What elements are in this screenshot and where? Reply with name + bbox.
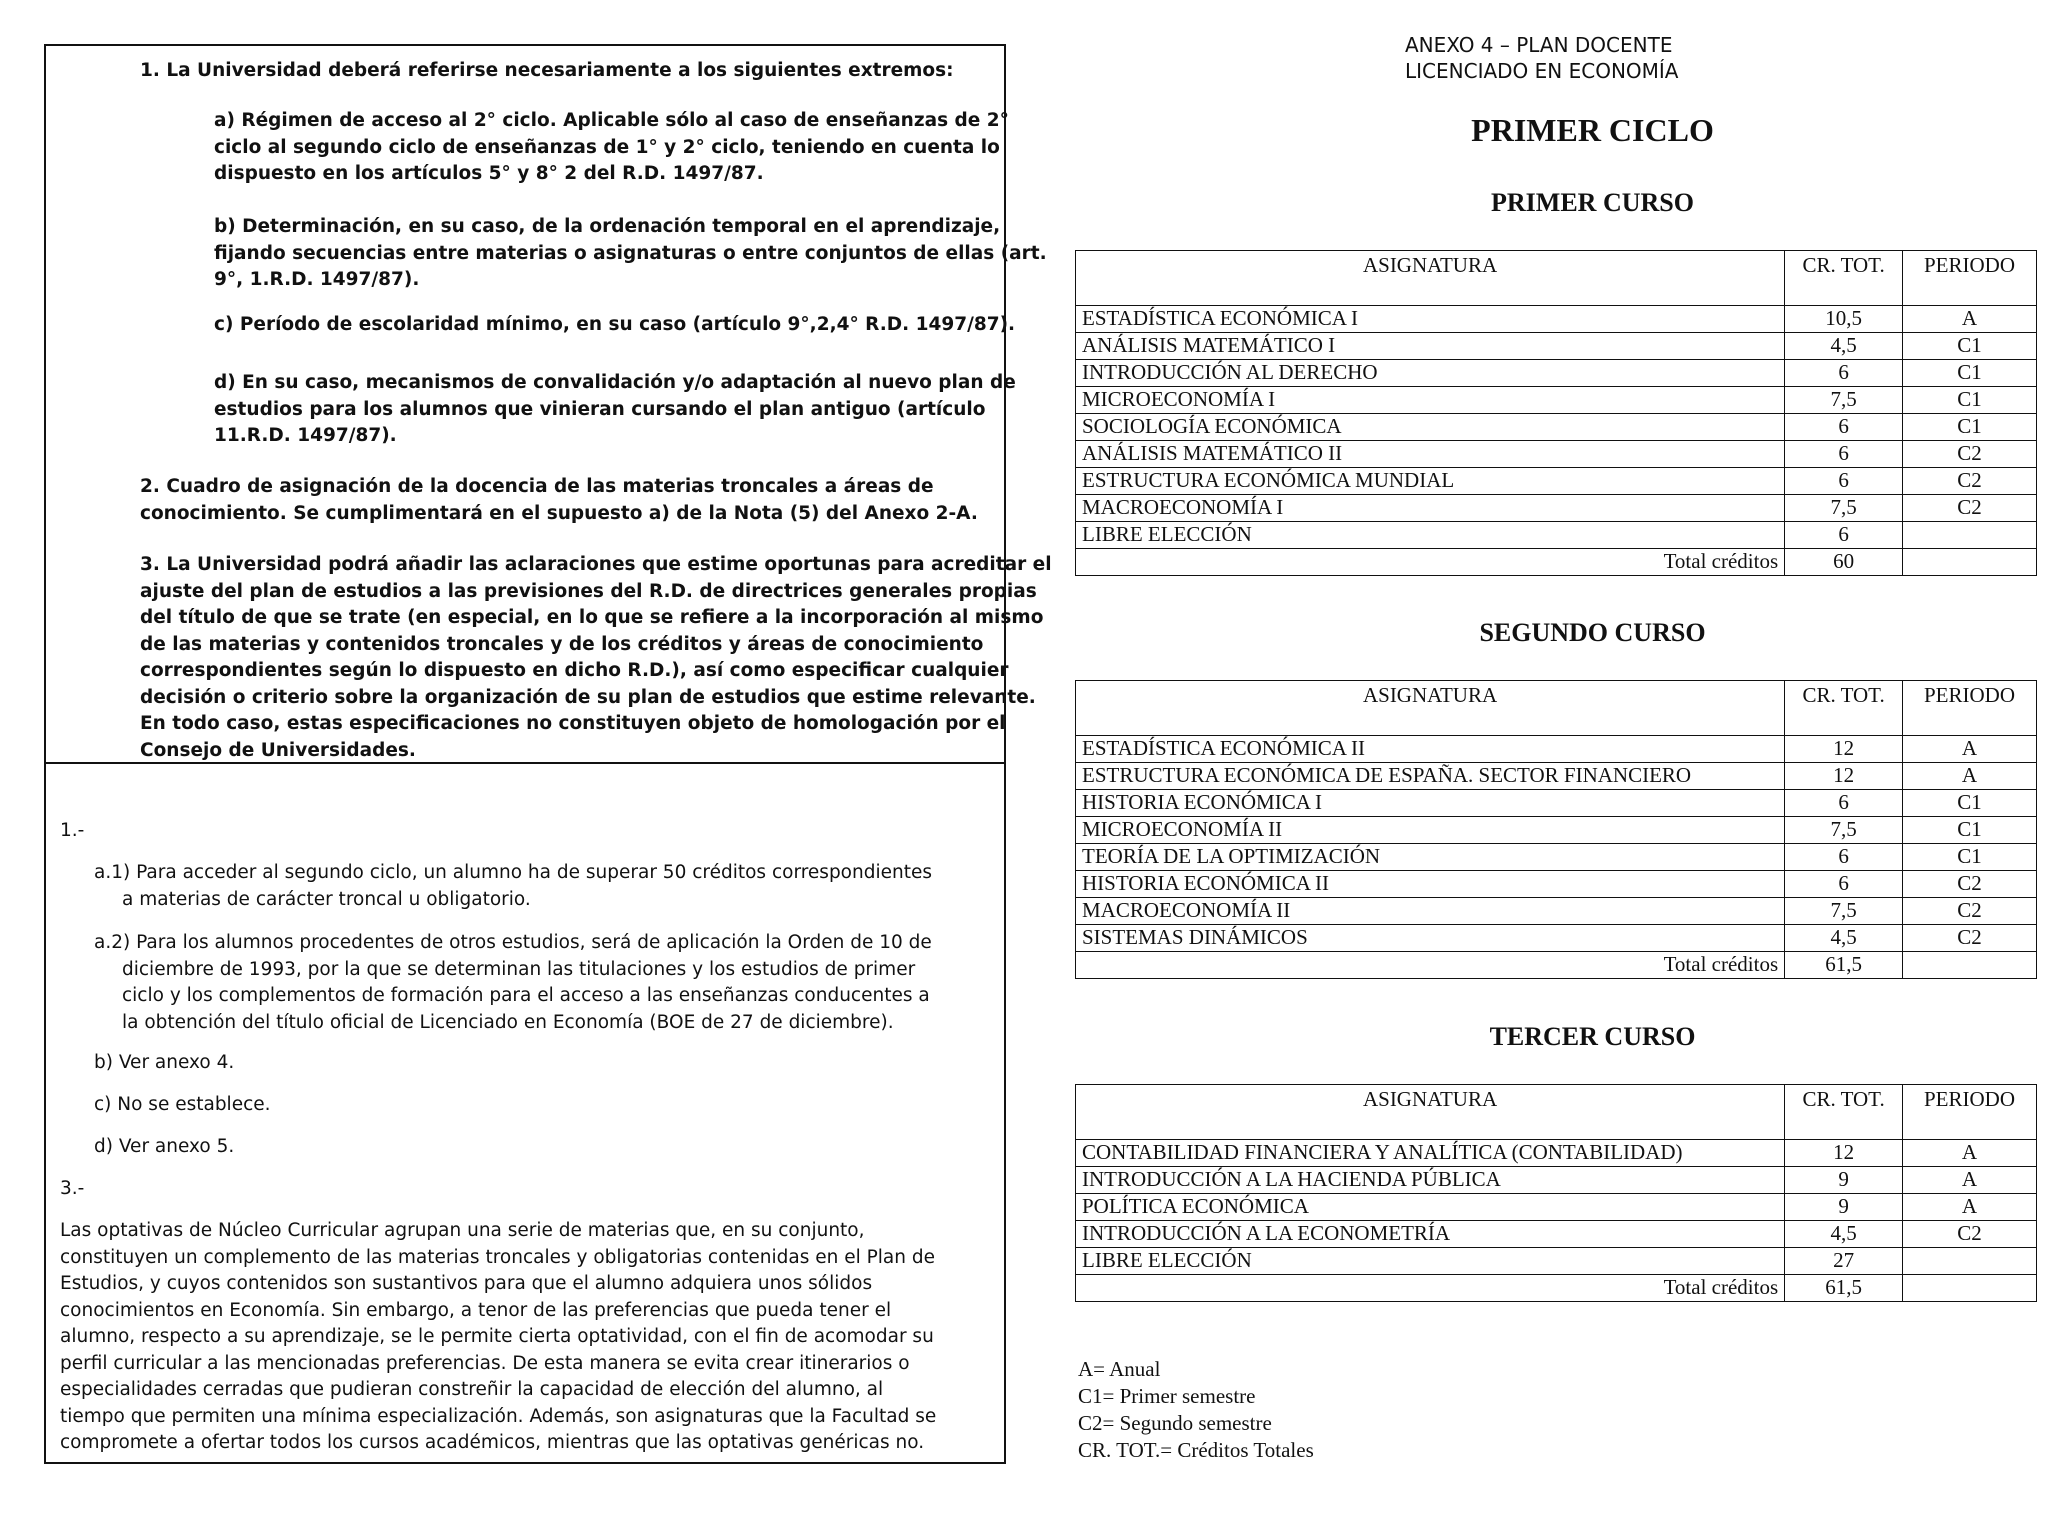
cell-subject: SOCIOLOGÍA ECONÓMICA: [1076, 414, 1785, 441]
cell-credits: 27: [1785, 1248, 1903, 1275]
table-row: [1076, 387, 2037, 414]
header-periodo: PERIODO: [1903, 681, 2037, 736]
cell-credits: 4,5: [1785, 333, 1903, 360]
cell-subject: MICROECONOMÍA II: [1076, 817, 1785, 844]
cell-subject: HISTORIA ECONÓMICA I: [1076, 790, 1785, 817]
total-empty: [1903, 952, 2037, 979]
cell-period: C1: [1903, 817, 2037, 844]
table-row: [1076, 1248, 2037, 1275]
cell-credits: 6: [1785, 360, 1903, 387]
text-line: 11.R.D. 1497/87).: [214, 425, 397, 446]
table-row: [1076, 763, 2037, 790]
table-row: [1076, 817, 2037, 844]
header-periodo: PERIODO: [1903, 1085, 2037, 1140]
text-line: constituyen un complemento de las materias troncales y obligatorias contenidas en el Plan de: [60, 1246, 935, 1268]
total-label: Total créditos: [1076, 549, 1785, 576]
cell-subject: ESTRUCTURA ECONÓMICA DE ESPAÑA. SECTOR FINANCIERO: [1076, 763, 1785, 790]
cell-period: C1: [1903, 790, 2037, 817]
header-cr: CR. TOT.: [1785, 1085, 1903, 1140]
cell-period: C2: [1903, 441, 2037, 468]
text-line: del título de que se trate (en especial, en lo que se refiere a la incorporación al mismo: [140, 607, 1044, 628]
cell-period: C2: [1903, 495, 2037, 522]
cell-credits: 4,5: [1785, 1221, 1903, 1248]
total-label: Total créditos: [1076, 952, 1785, 979]
text-line: a materias de carácter troncal u obligatorio.: [122, 888, 531, 910]
cell-period: C1: [1903, 414, 2037, 441]
cell-subject: INTRODUCCIÓN AL DERECHO: [1076, 360, 1785, 387]
cell-subject: INTRODUCCIÓN A LA HACIENDA PÚBLICA: [1076, 1167, 1785, 1194]
total-row: [1076, 549, 2037, 576]
total-value: 61,5: [1785, 952, 1903, 979]
cell-period: C2: [1903, 468, 2037, 495]
cell-credits: 7,5: [1785, 817, 1903, 844]
legend-item: CR. TOT.= Créditos Totales: [1078, 1438, 1314, 1462]
cell-period: C2: [1903, 871, 2037, 898]
table-row: [1076, 790, 2037, 817]
cell-subject: ANÁLISIS MATEMÁTICO II: [1076, 441, 1785, 468]
table-row: [1076, 736, 2037, 763]
legend-item: A= Anual: [1078, 1357, 1161, 1381]
cell-period: A: [1903, 306, 2037, 333]
cell-credits: 6: [1785, 844, 1903, 871]
header-cr: CR. TOT.: [1785, 251, 1903, 306]
text-line: especialidades cerradas que pudieran constreñir la capacidad de elección del alumno, al: [60, 1379, 884, 1400]
table-row: [1076, 898, 2037, 925]
cell-subject: LIBRE ELECCIÓN: [1076, 522, 1785, 549]
text-line: ajuste del plan de estudios a las previsiones del R.D. de directrices generales propias: [140, 580, 1037, 602]
cell-period: C2: [1903, 925, 2037, 952]
cell-subject: ESTRUCTURA ECONÓMICA MUNDIAL: [1076, 468, 1785, 495]
answer-3-label: 3.-: [60, 1178, 85, 1199]
requirements-box: [44, 44, 1052, 762]
legend-item: C1= Primer semestre: [1078, 1384, 1256, 1408]
cell-subject: HISTORIA ECONÓMICA II: [1076, 871, 1785, 898]
answer-b: b) Ver anexo 4.: [94, 1052, 235, 1073]
cell-credits: 6: [1785, 441, 1903, 468]
course-title: PRIMER CURSO: [1491, 188, 1694, 217]
cell-period: A: [1903, 736, 2037, 763]
cell-period: [1903, 522, 2037, 549]
cell-subject: MACROECONOMÍA II: [1076, 898, 1785, 925]
text-line: compromete a ofertar todos los cursos académicos, mientras que las optativas genéricas no.: [60, 1432, 925, 1453]
cell-period: C2: [1903, 898, 2037, 925]
course-table: [1075, 250, 2037, 576]
cell-credits: 9: [1785, 1167, 1903, 1194]
header-asignatura: ASIGNATURA: [1076, 1085, 1785, 1140]
total-value: 61,5: [1785, 1275, 1903, 1302]
course-table: [1075, 1084, 2037, 1302]
table-row: [1076, 360, 2037, 387]
answer-d: d) Ver anexo 5.: [94, 1136, 235, 1157]
header-periodo: PERIODO: [1903, 251, 2037, 306]
cell-credits: 7,5: [1785, 495, 1903, 522]
course-title: TERCER CURSO: [1489, 1022, 1696, 1051]
answer-c: c) No se establece.: [94, 1094, 271, 1115]
answers-box: [44, 762, 1006, 1464]
text-line: conocimientos en Economía. Sin embargo, a tenor de las preferencias que pueda tener el: [60, 1299, 892, 1321]
cell-period: C1: [1903, 844, 2037, 871]
text-line: decisión o criterio sobre la organización de su plan de estudios que estime relevante.: [140, 686, 1036, 708]
total-empty: [1903, 1275, 2037, 1302]
total-row: [1076, 1275, 2037, 1302]
cell-period: A: [1903, 1167, 2037, 1194]
cell-credits: 12: [1785, 763, 1903, 790]
text-line: Estudios, y cuyos contenidos son sustantivos para que el alumno adquiera unos sólidos: [60, 1273, 873, 1294]
anexo-title-line1: ANEXO 4 – PLAN DOCENTE: [1405, 33, 1673, 57]
text-line: la obtención del título oficial de Licenciado en Economía (BOE de 27 de diciembre).: [122, 1011, 894, 1033]
cell-credits: 4,5: [1785, 925, 1903, 952]
cell-period: C1: [1903, 387, 2037, 414]
total-label: Total créditos: [1076, 1275, 1785, 1302]
cell-credits: 7,5: [1785, 898, 1903, 925]
cell-subject: INTRODUCCIÓN A LA ECONOMETRÍA: [1076, 1221, 1785, 1248]
text-line: ciclo y los complementos de formación para el acceso a las enseñanzas conducentes a: [122, 985, 930, 1006]
text-line: estudios para los alumnos que vinieran cursando el plan antiguo (artículo: [214, 398, 986, 420]
text-line: de las materias y contenidos troncales y de los créditos y áreas de conocimiento: [140, 633, 984, 655]
table-row: [1076, 1140, 2037, 1167]
cell-credits: 7,5: [1785, 387, 1903, 414]
header-cr: CR. TOT.: [1785, 681, 1903, 736]
table-row: [1076, 306, 2037, 333]
table-row: [1076, 468, 2037, 495]
cell-credits: 6: [1785, 468, 1903, 495]
text-line: a.2) Para los alumnos procedentes de otros estudios, será de aplicación la Orden de 10 de: [94, 932, 932, 953]
cell-period: C2: [1903, 1221, 2037, 1248]
text-line: tiempo que permiten una mínima especialización. Además, son asignaturas que la Facultad se: [60, 1405, 937, 1427]
cell-credits: 12: [1785, 736, 1903, 763]
table-row: [1076, 495, 2037, 522]
ciclo-heading: PRIMER CICLO: [1471, 112, 1714, 148]
text-line: c) Período de escolaridad mínimo, en su caso (artículo 9°,2,4° R.D. 1497/87).: [214, 314, 1016, 335]
total-row: [1076, 952, 2037, 979]
table-row: [1076, 441, 2037, 468]
cell-period: C1: [1903, 333, 2037, 360]
cell-period: A: [1903, 1140, 2037, 1167]
cell-credits: 6: [1785, 790, 1903, 817]
text-line: a) Régimen de acceso al 2° ciclo. Aplicable sólo al caso de enseñanzas de 2°: [214, 110, 1009, 131]
cell-credits: 12: [1785, 1140, 1903, 1167]
text-line: En todo caso, estas especificaciones no constituyen objeto de homologación por el: [140, 713, 1006, 734]
item-1-heading: 1. La Universidad deberá referirse necesariamente a los siguientes extremos:: [140, 60, 954, 81]
text-line: d) En su caso, mecanismos de convalidación y/o adaptación al nuevo plan de: [214, 372, 1016, 393]
header-asignatura: ASIGNATURA: [1076, 251, 1785, 306]
course-title: SEGUNDO CURSO: [1479, 618, 1706, 647]
text-line: conocimiento. Se cumplimentará en el supuesto a) de la Nota (5) del Anexo 2-A.: [140, 502, 978, 524]
cell-period: A: [1903, 1194, 2037, 1221]
table-row: [1076, 1221, 2037, 1248]
table-row: [1076, 925, 2037, 952]
cell-period: A: [1903, 763, 2037, 790]
table-row: [1076, 333, 2037, 360]
course-table: [1075, 680, 2037, 979]
cell-period: C1: [1903, 360, 2037, 387]
text-line: b) Determinación, en su caso, de la ordenación temporal en el aprendizaje,: [214, 216, 1001, 237]
cell-credits: 6: [1785, 871, 1903, 898]
cell-subject: POLÍTICA ECONÓMICA: [1076, 1194, 1785, 1221]
cell-subject: TEORÍA DE LA OPTIMIZACIÓN: [1076, 844, 1785, 871]
cell-credits: 6: [1785, 522, 1903, 549]
cell-credits: 6: [1785, 414, 1903, 441]
cell-subject: ESTADÍSTICA ECONÓMICA I: [1076, 306, 1785, 333]
text-line: 9°, 1.R.D. 1497/87).: [214, 269, 420, 290]
cell-credits: 9: [1785, 1194, 1903, 1221]
text-line: a.1) Para acceder al segundo ciclo, un alumno ha de superar 50 créditos correspondientes: [94, 862, 932, 883]
text-line: correspondientes según lo dispuesto en dicho R.D.), así como especificar cualquier: [140, 660, 1009, 681]
text-line: Consejo de Universidades.: [140, 739, 416, 761]
table-row: [1076, 871, 2037, 898]
text-line: perfil curricular a las mencionadas preferencias. De esta manera se evita crear itinerarios o: [60, 1352, 910, 1374]
cell-subject: MACROECONOMÍA I: [1076, 495, 1785, 522]
header-asignatura: ASIGNATURA: [1076, 681, 1785, 736]
answer-1-label: 1.-: [60, 820, 85, 841]
cell-subject: CONTABILIDAD FINANCIERA Y ANALÍTICA (CONTABILIDAD): [1076, 1140, 1785, 1167]
legend-item: C2= Segundo semestre: [1078, 1411, 1272, 1435]
table-row: [1076, 522, 2037, 549]
cell-period: [1903, 1248, 2037, 1275]
total-empty: [1903, 549, 2037, 576]
cell-credits: 10,5: [1785, 306, 1903, 333]
cell-subject: ESTADÍSTICA ECONÓMICA II: [1076, 736, 1785, 763]
text-line: ciclo al segundo ciclo de enseñanzas de 1° y 2° ciclo, teniendo en cuenta lo: [214, 136, 1000, 158]
cell-subject: ANÁLISIS MATEMÁTICO I: [1076, 333, 1785, 360]
cell-subject: LIBRE ELECCIÓN: [1076, 1248, 1785, 1275]
anexo-title-line2: LICENCIADO EN ECONOMÍA: [1405, 59, 1679, 83]
total-value: 60: [1785, 549, 1903, 576]
cell-subject: MICROECONOMÍA I: [1076, 387, 1785, 414]
text-line: alumno, respecto a su aprendizaje, se le permite cierta optatividad, con el fin de acomodar su: [60, 1326, 934, 1347]
text-line: dispuesto en los artículos 5° y 8° 2 del R.D. 1497/87.: [214, 163, 764, 184]
cell-subject: SISTEMAS DINÁMICOS: [1076, 925, 1785, 952]
text-line: fijando secuencias entre materias o asignaturas o entre conjuntos de ellas (art.: [214, 242, 1047, 264]
table-row: [1076, 414, 2037, 441]
table-row: [1076, 844, 2037, 871]
text-line: diciembre de 1993, por la que se determinan las titulaciones y los estudios de primer: [122, 958, 916, 980]
text-line: 2. Cuadro de asignación de la docencia de las materias troncales a áreas de: [140, 476, 934, 497]
text-line: Las optativas de Núcleo Curricular agrupan una serie de materias que, en su conjunto,: [60, 1220, 865, 1241]
table-row: [1076, 1194, 2037, 1221]
table-row: [1076, 1167, 2037, 1194]
text-line: 3. La Universidad podrá añadir las aclaraciones que estime oportunas para acreditar el: [140, 554, 1052, 575]
